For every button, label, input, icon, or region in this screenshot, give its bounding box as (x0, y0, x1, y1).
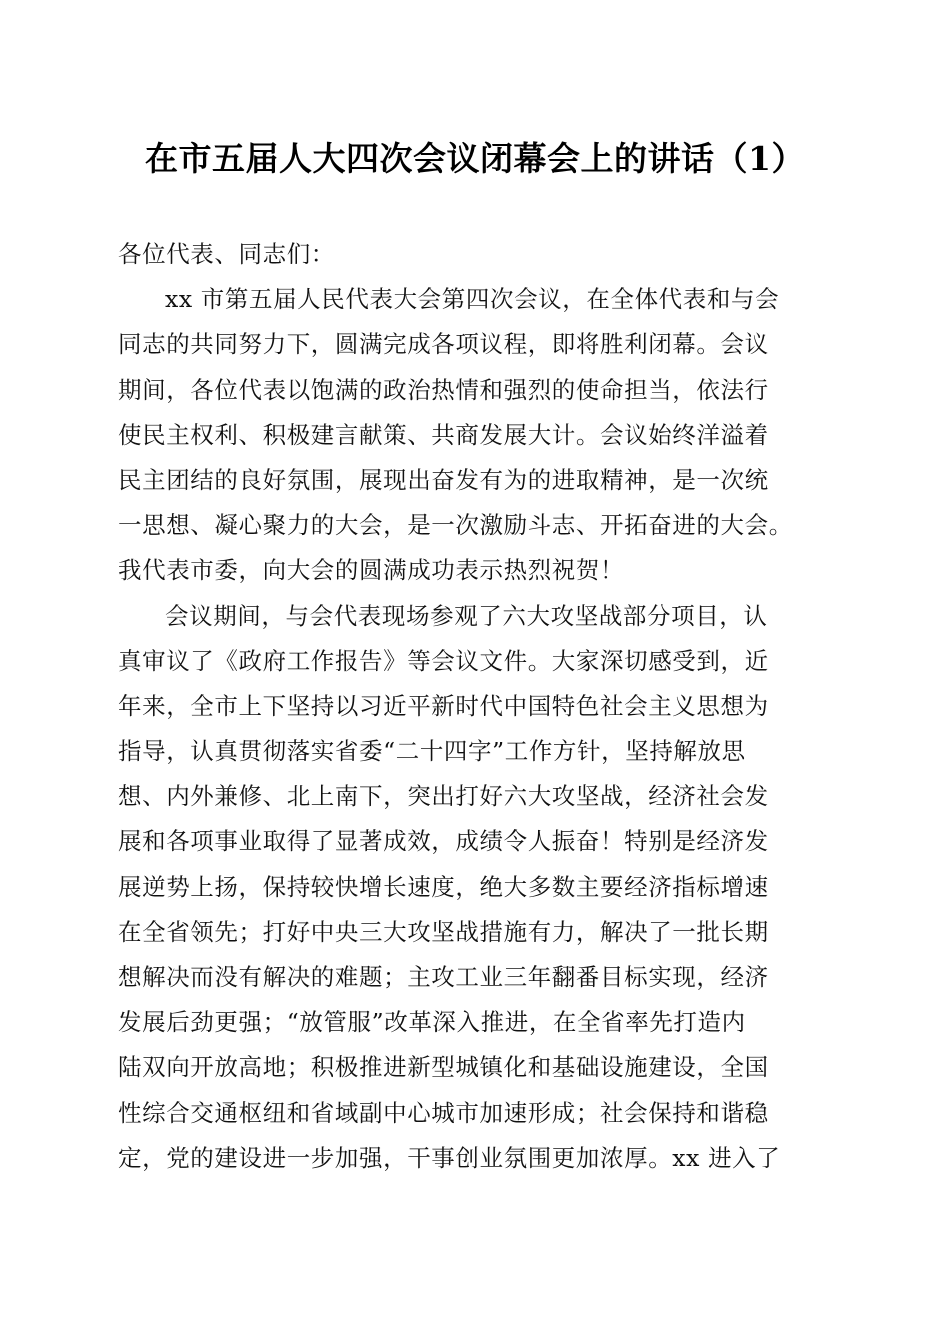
paragraph-line: 民主团结的良好氛围，展现出奋发有为的进取精神，是一次统 (118, 465, 769, 494)
document-title: 在市五届人大四次会议闭幕会上的讲话（1） (145, 139, 805, 178)
paragraph-2 (118, 594, 838, 1181)
paragraph-line: 展逆势上扬，保持较快增长速度，绝大多数主要经济指标增速 (118, 872, 769, 901)
paragraph-line: 想、内外兼修、北上南下，突出打好六大攻坚战，经济社会发 (118, 782, 769, 811)
paragraph-line: 同志的共同努力下，圆满完成各项议程，即将胜利闭幕。会议 (118, 330, 769, 359)
paragraph-line: 年来，全市上下坚持以习近平新时代中国特色社会主义思想为 (118, 691, 769, 720)
paragraph-line: 发展后劲更强；“放管服”改革深入推进，在全省率先打造内 (118, 1008, 746, 1037)
paragraph-line: 定，党的建设进一步加强，干事创业氛围更加浓厚。xx 进入了 (118, 1143, 781, 1172)
paragraph-1 (118, 277, 838, 593)
paragraph-line: 展和各项事业取得了显著成效，成绩令人振奋！特别是经济发 (118, 827, 769, 856)
paragraph-line: 想解决而没有解决的难题；主攻工业三年翻番目标实现，经济 (118, 963, 769, 991)
paragraph-line: 期间，各位代表以饱满的政治热情和强烈的使命担当，依法行 (118, 375, 769, 404)
paragraph-line: 一思想、凝心聚力的大会，是一次激励斗志、开拓奋进的大会。 (118, 511, 793, 540)
paragraph-line: 使民主权利、积极建言献策、共商发展大计。会议始终洋溢着 (118, 420, 769, 449)
paragraph-line: 真审议了《政府工作报告》等会议文件。大家深切感受到，近 (118, 646, 769, 675)
paragraph-line: 指导，认真贯彻落实省委“二十四字”工作方针，坚持解放思 (118, 737, 746, 766)
paragraph-line: 陆双向开放高地；积极推进新型城镇化和基础设施建设，全国 (118, 1053, 769, 1082)
document-body (118, 232, 838, 1181)
paragraph-line: xx 市第五届人民代表大会第四次会议，在全体代表和与会 (165, 285, 780, 314)
paragraph-line: 性综合交通枢纽和省域副中心城市加速形成；社会保持和谐稳 (118, 1098, 769, 1127)
salutation: 各位代表、同志们： (118, 240, 335, 268)
paragraph-line: 在全省领先；打好中央三大攻坚战措施有力，解决了一批长期 (118, 917, 769, 946)
paragraph-line: 我代表市委，向大会的圆满成功表示热烈祝贺！ (118, 556, 625, 585)
paragraph-line: 会议期间，与会代表现场参观了六大攻坚战部分项目，认 (165, 601, 768, 630)
